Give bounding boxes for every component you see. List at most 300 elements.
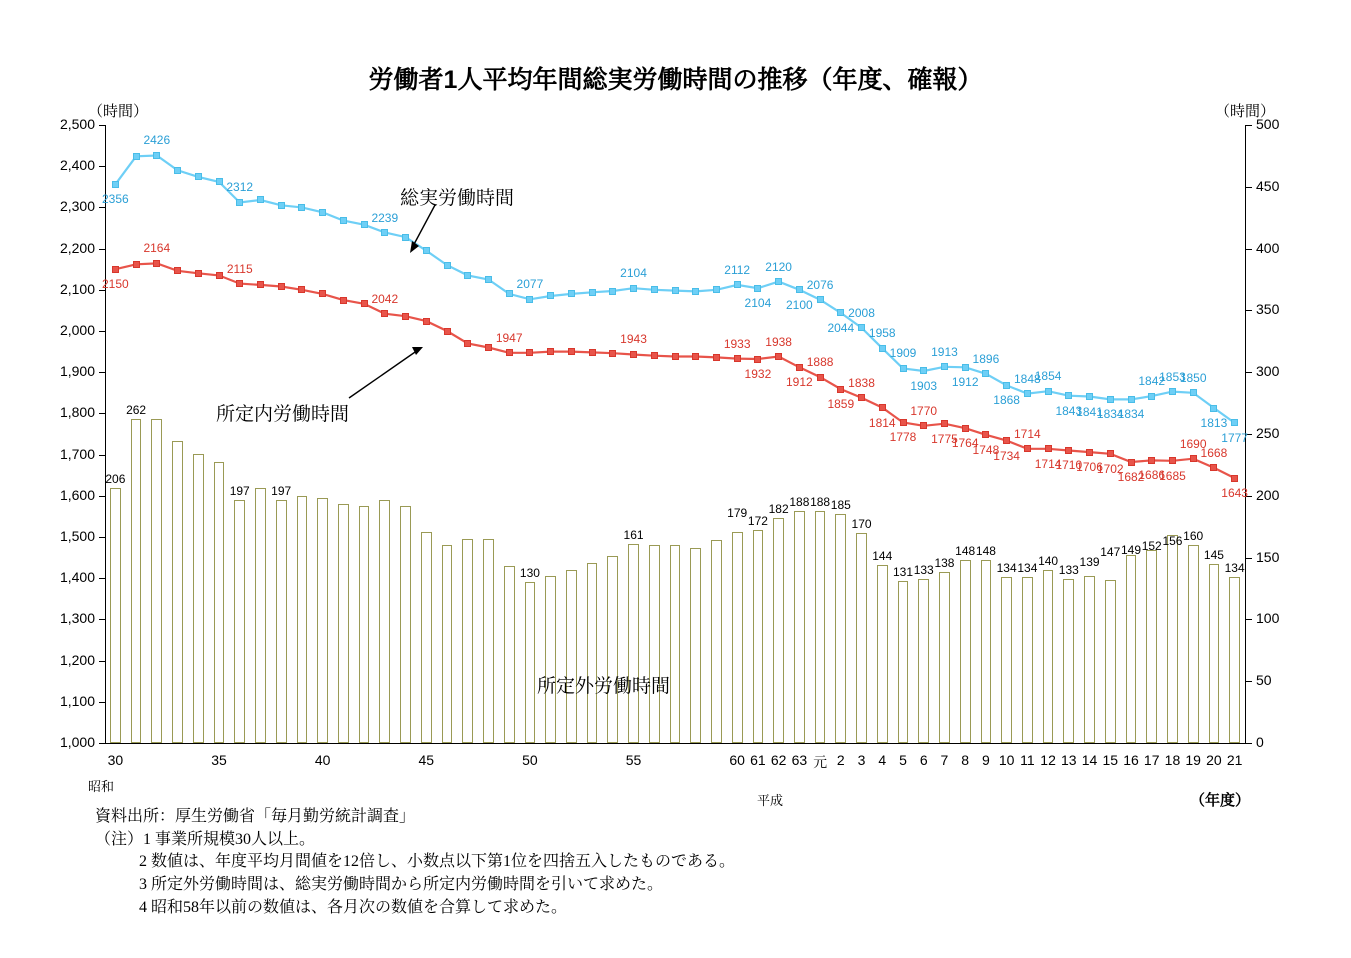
line-value-label: 1896 (972, 351, 1000, 366)
bar (1209, 564, 1220, 743)
line-value-label: 1690 (1179, 436, 1207, 451)
y-tick-left: 1,800 (59, 404, 95, 421)
data-point (982, 431, 989, 438)
line-value-label: 1841 (1076, 404, 1103, 419)
data-point (962, 364, 969, 371)
bar (234, 500, 245, 743)
line-value-label: 1834 (1096, 407, 1124, 422)
data-point (298, 204, 305, 211)
bar (442, 545, 453, 743)
bar (297, 496, 308, 743)
data-point (547, 348, 554, 355)
line-value-label: 1854 (1034, 369, 1062, 384)
bar (545, 576, 556, 743)
data-point (920, 422, 927, 429)
y-tick-left: 1,300 (59, 610, 95, 627)
bar (131, 419, 142, 743)
bar (1126, 555, 1137, 743)
line-value-label: 1958 (868, 326, 896, 341)
line-value-label: 2104 (620, 266, 647, 281)
line-value-label: 1813 (1200, 416, 1228, 431)
x-tick-label: 17 (1143, 752, 1160, 768)
x-axis-line (105, 743, 1246, 744)
bar (877, 565, 888, 743)
line-value-label: 2104 (744, 296, 772, 311)
bar (504, 566, 515, 743)
bar (939, 572, 950, 743)
notes-line-1: （注）1 事業所規模30人以上。 (95, 830, 316, 848)
bar (214, 462, 225, 743)
bar (918, 579, 929, 743)
data-point (713, 286, 720, 293)
data-point (651, 286, 658, 293)
data-point (1128, 396, 1135, 403)
left-axis-line (105, 125, 106, 743)
data-point (734, 355, 741, 362)
y-tickmark-left (99, 455, 105, 456)
data-point (879, 404, 886, 411)
bar (1105, 580, 1116, 743)
data-point (672, 287, 679, 294)
y-tick-left: 2,000 (59, 322, 95, 338)
data-point (1003, 437, 1010, 444)
x-tick-label: 35 (211, 752, 227, 768)
line-value-label: 1912 (951, 375, 979, 390)
x-tick-label: 11 (1020, 752, 1035, 768)
annotation-shoteinai-roudou-jikan: 所定内労働時間 (216, 404, 350, 425)
line-value-label: 1834 (1117, 407, 1145, 422)
bar (255, 488, 266, 743)
data-point (402, 313, 409, 320)
bar-value-label: 140 (1038, 553, 1059, 568)
line-value-label: 1842 (1138, 374, 1166, 389)
data-point (195, 173, 202, 180)
y-tickmark-right (1246, 310, 1252, 311)
y-tick-left: 1,000 (59, 734, 95, 750)
data-point (1107, 396, 1114, 403)
data-point (609, 288, 616, 295)
line-value-label: 1778 (889, 430, 917, 445)
data-point (1210, 464, 1217, 471)
data-point (236, 280, 243, 287)
line-value-label: 1814 (868, 415, 896, 430)
line-value-label: 1685 (1159, 468, 1186, 483)
bar-value-label: 160 (1183, 529, 1204, 544)
bar-value-label: 134 (1017, 561, 1038, 576)
line-value-label: 1859 (827, 397, 855, 412)
x-tick-label: 62 (770, 752, 787, 768)
y-tick-right: 350 (1256, 301, 1280, 318)
data-point (1169, 388, 1176, 395)
x-tick-label: 30 (107, 752, 124, 768)
x-tick-label: 4 (878, 752, 887, 768)
data-point (464, 272, 471, 279)
data-point (1086, 449, 1093, 456)
bar (1167, 535, 1178, 743)
annotation-arrow-shoteinai (349, 350, 418, 398)
data-point (1231, 419, 1238, 426)
line-value-label: 1682 (1117, 470, 1145, 485)
data-point (630, 285, 637, 292)
line-value-label: 1838 (848, 375, 875, 390)
y-tickmark-left (99, 207, 105, 208)
data-point (112, 181, 119, 188)
bar-value-label: 206 (105, 472, 126, 487)
x-tick-label: 19 (1185, 752, 1201, 768)
line-value-label: 1888 (806, 355, 834, 370)
annotation-shoteigai-roudou-jikan: 所定外労働時間 (537, 676, 671, 697)
line-value-label: 1668 (1200, 445, 1228, 460)
right-axis-unit: （時間） (1215, 103, 1276, 120)
data-point (216, 178, 223, 185)
bar (794, 511, 805, 743)
x-tick-label: 元 (813, 754, 828, 770)
bar (732, 532, 743, 743)
data-point (692, 353, 699, 360)
bar (607, 556, 618, 743)
annotation-sojitsu-roudou-jikan: 総実労働時間 (400, 188, 515, 209)
notes-source: 資料出所：厚生労働省「毎月勤労統計調査」 (95, 808, 416, 825)
data-point (464, 340, 471, 347)
line-value-label: 2076 (806, 277, 834, 292)
line-value-label: 1702 (1096, 461, 1124, 476)
line-value-label: 1643 (1221, 486, 1248, 501)
y-tickmark-left (99, 125, 105, 126)
x-tick-label: 16 (1123, 752, 1139, 768)
notes-line-2: 2 数値は、年度平均月間値を12倍し、小数点以下第1位を四捨五入したものである。 (139, 853, 736, 871)
bar (981, 560, 992, 743)
x-tick-label: 45 (418, 752, 435, 768)
data-point (775, 353, 782, 360)
y-tickmark-left (99, 743, 105, 744)
line-value-label: 1943 (620, 332, 647, 347)
line-value-label: 2008 (848, 305, 875, 320)
line-value-label: 2042 (371, 291, 399, 306)
data-point (506, 290, 513, 297)
data-point (257, 196, 264, 203)
y-tick-right: 0 (1256, 734, 1264, 750)
bar (317, 498, 328, 743)
bar (400, 506, 411, 743)
y-tickmark-right (1246, 125, 1252, 126)
x-tick-label: 60 (729, 752, 745, 768)
left-axis-unit: （時間） (88, 103, 149, 120)
line-value-label: 1775 (931, 431, 958, 446)
line-value-label: 1710 (1055, 458, 1083, 473)
bar (483, 539, 494, 743)
data-point (485, 276, 492, 283)
notes-line-4: 4 昭和58年以前の数値は、各月次の数値を合算して求めた。 (139, 898, 568, 916)
y-tick-right: 300 (1256, 363, 1280, 380)
bar-value-label: 185 (830, 498, 851, 513)
bar (835, 514, 846, 743)
x-tick-label: 7 (940, 752, 949, 768)
era-label-heisei: 平成 (757, 793, 784, 808)
bar (525, 582, 536, 743)
bar-value-label: 197 (229, 483, 250, 498)
data-point (133, 261, 140, 268)
data-point (754, 285, 761, 292)
data-point (195, 270, 202, 277)
x-tick-label: 15 (1102, 752, 1119, 768)
data-point (1065, 447, 1072, 454)
line-value-label: 1748 (972, 442, 1000, 457)
data-point (444, 262, 451, 269)
data-point (589, 289, 596, 296)
y-tickmark-left (99, 537, 105, 538)
bar (898, 581, 909, 743)
data-point (817, 374, 824, 381)
x-tick-label: 21 (1226, 752, 1243, 768)
y-tick-left: 2,100 (59, 280, 95, 297)
y-tick-left: 1,200 (59, 651, 95, 668)
x-tick-label: 9 (982, 752, 990, 768)
bar (193, 454, 204, 743)
bar (110, 488, 121, 743)
data-point (858, 324, 865, 331)
data-point (1148, 393, 1155, 400)
y-tickmark-left (99, 331, 105, 332)
y-tickmark-left (99, 619, 105, 620)
line-value-label: 1947 (495, 330, 523, 345)
y-tick-left: 1,500 (59, 528, 95, 544)
bar-value-label: 131 (892, 565, 914, 580)
line-value-label: 1913 (931, 344, 958, 359)
line-value-label: 1764 (951, 436, 979, 451)
data-point (547, 292, 554, 299)
x-axis-unit: （年度） (1190, 792, 1251, 809)
y-tick-left: 2,300 (59, 198, 95, 215)
data-point (381, 229, 388, 236)
bar (649, 545, 660, 743)
x-tick-label: 18 (1164, 752, 1181, 768)
line-value-label: 1706 (1076, 460, 1103, 475)
data-point (133, 153, 140, 160)
y-tickmark-right (1246, 619, 1252, 620)
y-tick-left: 2,200 (59, 239, 95, 256)
chart-title: 労働者1人平均年間総実労働時間の推移（年度、確報） (368, 66, 983, 94)
notes-block (95, 806, 735, 920)
bar (670, 545, 681, 743)
annotation-arrow-sojitsu (412, 205, 435, 248)
data-point (340, 297, 347, 304)
data-point (319, 290, 326, 297)
x-tick-label: 20 (1206, 752, 1222, 768)
annotation-arrowhead-shoteinai (412, 347, 423, 355)
bar (1043, 570, 1054, 743)
data-point (1148, 457, 1155, 464)
y-tickmark-left (99, 249, 105, 250)
bar (1022, 577, 1033, 743)
x-tick-label: 55 (625, 752, 642, 768)
line-value-label: 1938 (765, 334, 792, 349)
bar (379, 500, 390, 743)
x-tick-label: 12 (1040, 752, 1056, 768)
line-value-label: 2356 (102, 192, 129, 207)
y-tick-right: 50 (1256, 672, 1272, 689)
y-tickmark-left (99, 661, 105, 662)
line-value-label: 1912 (786, 375, 813, 390)
y-tick-right: 500 (1256, 116, 1280, 132)
y-tick-left: 1,100 (59, 692, 95, 709)
bar-value-label: 179 (727, 505, 748, 520)
data-point (506, 349, 513, 356)
bar (628, 544, 639, 743)
line-value-label: 2100 (786, 297, 813, 312)
x-tick-label: 61 (750, 752, 766, 768)
data-point (941, 363, 948, 370)
data-point (361, 300, 368, 307)
bar-value-label: 144 (872, 549, 893, 564)
data-point (402, 234, 409, 241)
bar-value-label: 133 (1058, 562, 1079, 577)
bar (815, 511, 826, 743)
bar (1084, 576, 1095, 743)
y-tick-right: 250 (1256, 425, 1280, 441)
bar (462, 539, 473, 743)
line-value-label: 2044 (827, 320, 855, 335)
x-tick-label: 3 (857, 752, 866, 768)
bar (856, 533, 867, 743)
line-value-label: 2120 (765, 259, 792, 274)
data-point (609, 350, 616, 357)
data-point (900, 419, 907, 426)
x-tick-label: 10 (998, 752, 1015, 768)
bar (1188, 545, 1199, 743)
bar-value-label: 170 (851, 516, 872, 531)
bar-value-label: 188 (789, 494, 810, 509)
bar-value-label: 182 (768, 502, 789, 517)
x-tick-label: 5 (899, 752, 907, 768)
data-point (381, 310, 388, 317)
y-tickmark-right (1246, 249, 1252, 250)
line-value-label: 2115 (226, 261, 253, 276)
bar-value-label: 139 (1079, 555, 1100, 570)
line-value-label: 1843 (1055, 403, 1083, 418)
line-value-label: 1909 (889, 346, 917, 361)
line-value-label: 1903 (910, 378, 938, 393)
y-tick-left: 1,600 (59, 486, 95, 503)
data-point (112, 266, 119, 273)
bar (338, 504, 349, 743)
data-point (941, 420, 948, 427)
bar-value-label: 130 (519, 566, 540, 581)
data-point (1190, 389, 1197, 396)
data-point (817, 296, 824, 303)
data-point (1024, 445, 1031, 452)
data-point (775, 278, 782, 285)
data-point (1045, 388, 1052, 395)
bar (690, 548, 701, 743)
era-label-showa: 昭和 (88, 779, 115, 794)
data-point (526, 296, 533, 303)
data-point (236, 199, 243, 206)
line-value-label: 1848 (1014, 371, 1041, 386)
data-point (1065, 392, 1072, 399)
line-shoteinai (115, 263, 1234, 478)
line-value-label: 2164 (143, 241, 171, 256)
data-point (837, 386, 844, 393)
bar-value-label: 134 (1224, 561, 1245, 576)
line-value-label: 1850 (1179, 370, 1207, 385)
y-tick-right: 150 (1256, 548, 1280, 565)
bar (1229, 577, 1240, 743)
y-tickmark-left (99, 166, 105, 167)
bar-value-label: 197 (271, 483, 292, 498)
data-point (568, 290, 575, 297)
line-value-label: 2426 (143, 133, 171, 148)
data-point (796, 364, 803, 371)
y-tick-left: 1,900 (59, 363, 95, 380)
bar (566, 570, 577, 743)
bar-value-label: 161 (623, 528, 644, 542)
bar-value-label: 133 (913, 562, 934, 577)
bar-value-label: 148 (975, 544, 996, 559)
data-point (423, 247, 430, 254)
data-point (796, 286, 803, 293)
data-point (298, 286, 305, 293)
data-point (1045, 445, 1052, 452)
x-tick-label: 6 (919, 752, 928, 768)
bar (172, 441, 183, 743)
notes-line-3: 3 所定外労働時間は、総実労働時間から所定内労働時間を引いて求めた。 (139, 876, 664, 894)
bar-value-label: 152 (1141, 539, 1162, 554)
bar (711, 540, 722, 743)
bar (1146, 550, 1157, 743)
data-point (526, 349, 533, 356)
data-point (153, 152, 160, 159)
bar (151, 419, 162, 743)
data-point (589, 349, 596, 356)
bar (773, 518, 784, 743)
y-tickmark-left (99, 372, 105, 373)
line-value-label: 2312 (226, 180, 254, 195)
bar-value-label: 134 (996, 561, 1017, 576)
line-value-label: 2239 (371, 210, 399, 225)
y-tickmark-left (99, 702, 105, 703)
data-point (1231, 475, 1238, 482)
y-tick-left: 2,500 (59, 116, 95, 132)
x-tick-label: 14 (1081, 752, 1098, 768)
data-point (361, 221, 368, 228)
y-tickmark-left (99, 578, 105, 579)
data-point (1210, 405, 1217, 412)
data-point (1128, 459, 1135, 466)
data-point (858, 394, 865, 401)
data-point (630, 351, 637, 358)
data-point (1169, 457, 1176, 464)
data-point (713, 354, 720, 361)
line-value-label: 1686 (1138, 468, 1166, 483)
data-point (692, 288, 699, 295)
data-point (920, 367, 927, 374)
data-point (1024, 390, 1031, 397)
y-tickmark-left (99, 496, 105, 497)
line-value-label: 1770 (910, 403, 938, 418)
y-tick-right: 450 (1256, 177, 1280, 194)
bar-value-label: 145 (1203, 547, 1224, 562)
data-point (900, 365, 907, 372)
line-value-label: 1777 (1221, 430, 1248, 445)
data-point (216, 272, 223, 279)
bar-value-label: 148 (955, 544, 976, 559)
bar-value-label: 138 (934, 556, 955, 571)
data-point (340, 217, 347, 224)
data-point (672, 353, 679, 360)
x-tick-label: 50 (522, 752, 538, 768)
annotation-arrowhead-sojitsu (410, 241, 419, 253)
data-point (423, 318, 430, 325)
